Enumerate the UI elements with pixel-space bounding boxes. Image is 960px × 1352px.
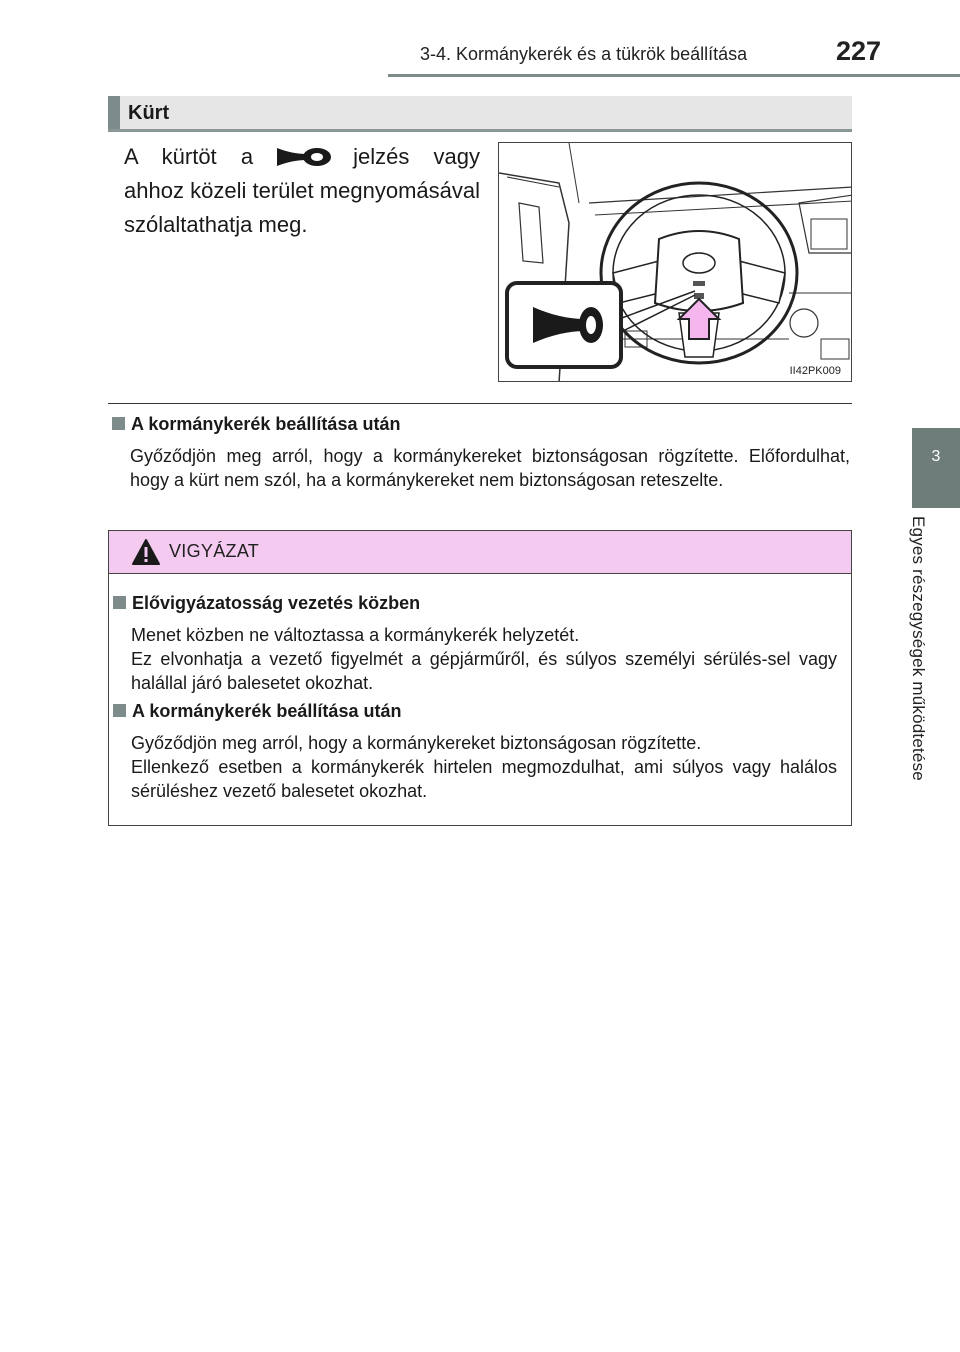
page-number: 227 bbox=[836, 36, 882, 66]
section-heading bbox=[108, 96, 852, 132]
warning-item-1-title: Elővigyázatosság vezetés közben bbox=[132, 593, 421, 613]
warning-item-2-heading bbox=[113, 701, 401, 722]
warning-item-2-title: A kormánykerék beállítása után bbox=[132, 701, 402, 721]
figure-code: II42PK009 bbox=[789, 365, 841, 377]
warning-label: VIGYÁZAT bbox=[169, 541, 260, 561]
horn-icon bbox=[273, 144, 333, 170]
warning-item-1-line1: Menet közben ne változtassa a kormánykerék helyzetét. bbox=[131, 625, 580, 645]
section-divider bbox=[108, 403, 852, 404]
warning-item-2-line2: Ellenkező esetben a kormánykerék hirtelen megmozdulhat, ami súlyos vagy halálos sérüléshez vezető balesetet okozhat. bbox=[131, 757, 837, 801]
bullet-square-icon bbox=[113, 596, 126, 609]
warning-item-1-heading bbox=[113, 593, 420, 614]
steering-wheel-illustration bbox=[499, 143, 852, 382]
header-section-title: 3-4. Kormánykerék és a tükrök beállítása bbox=[420, 44, 748, 64]
warning-item-2-line1: Győződjön meg arról, hogy a kormánykereket biztonságosan rögzítette. bbox=[131, 733, 702, 753]
chapter-tab bbox=[912, 428, 960, 508]
note-text: Győződjön meg arról, hogy a kormánykereket biztonságosan rögzítette. Előfordulhat, hogy a kürt nem szól, ha a kormánykereket nem biztonságosan reteszelte. bbox=[130, 446, 850, 490]
section-heading-bar bbox=[108, 96, 120, 129]
intro-text-part2: jelzés vagy ahhoz közeli terület megnyomásával szólaltathatja meg. bbox=[124, 144, 480, 237]
note-heading bbox=[112, 414, 400, 435]
bullet-square-icon bbox=[113, 704, 126, 717]
chapter-number: 3 bbox=[931, 448, 941, 465]
intro-text-part1: A kürtöt a bbox=[124, 144, 254, 169]
chapter-title-vertical: Egyes részegységek működtetése bbox=[909, 516, 928, 781]
steering-wheel-figure bbox=[498, 142, 852, 382]
warning-header bbox=[109, 531, 851, 574]
note-title: A kormánykerék beállítása után bbox=[131, 414, 401, 434]
warning-box bbox=[108, 530, 852, 826]
warning-triangle-icon bbox=[131, 538, 161, 566]
bullet-square-icon bbox=[112, 417, 125, 430]
intro-paragraph bbox=[124, 140, 480, 242]
warning-item-1-line2: Ez elvonhatja a vezető figyelmét a gépjárműről, és súlyos személyi sérülés-sel vagy halállal járó balesetet okozhat. bbox=[131, 649, 837, 693]
section-title: Kürt bbox=[128, 102, 170, 124]
header-rule bbox=[388, 74, 960, 77]
